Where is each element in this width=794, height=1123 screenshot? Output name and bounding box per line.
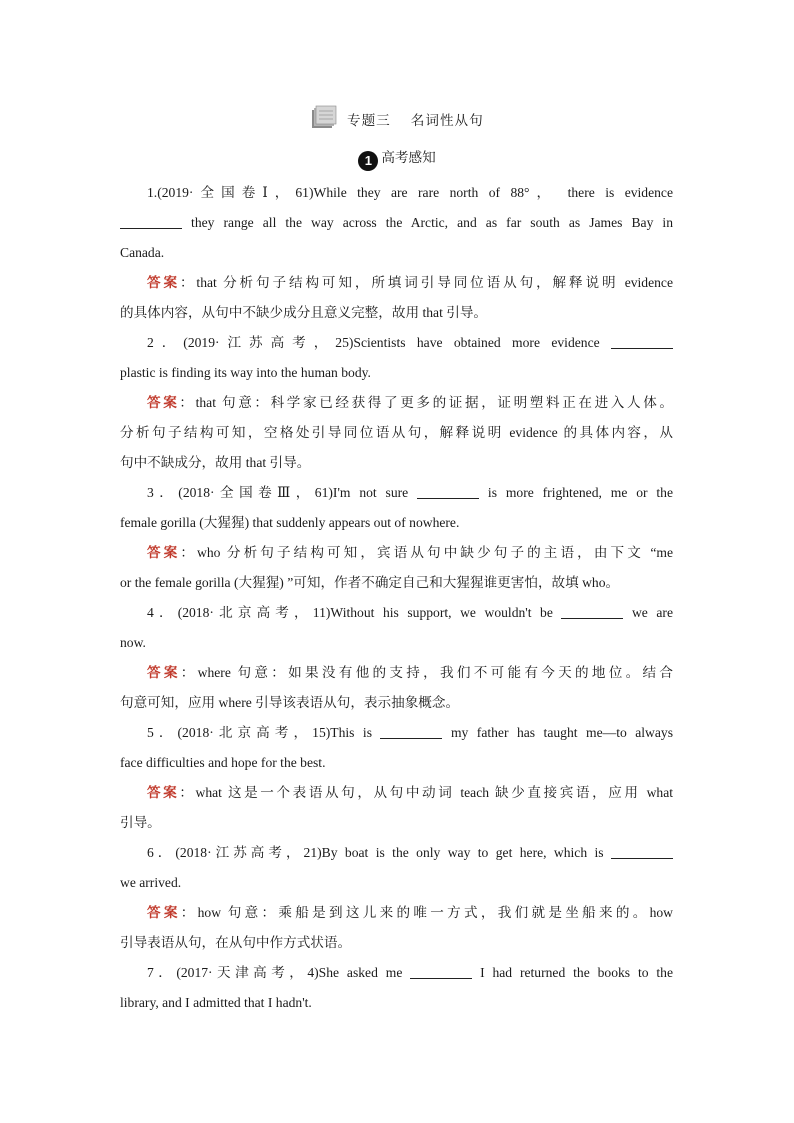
line-text: ：how 句意：乘船是到这儿来的唯一方式，我们就是坐船来的。how: [180, 905, 673, 920]
answer-blank: [611, 844, 673, 859]
answer-line: [120, 418, 673, 448]
line-text: or the female gorilla (大猩猩) ”可知，作者不确定自己和大猩猩谁更害怕，故填 who。: [120, 575, 620, 590]
section-heading: [0, 146, 794, 171]
answer-line: [120, 538, 673, 568]
question-line: [120, 718, 673, 748]
line-text: ：that 分析句子结构可知，所填词引导同位语从句，解释说明 evidence: [179, 275, 674, 290]
question-line: [120, 328, 673, 358]
line-text: 引导。: [120, 815, 161, 830]
question-line: [120, 748, 673, 778]
question-line: [120, 178, 673, 208]
line-text: 3．(2018·全国卷Ⅲ，61)I'm not sure: [147, 485, 418, 500]
line-text: face difficulties and hope for the best.: [120, 755, 326, 770]
line-text: library, and I admitted that I hadn't.: [120, 995, 312, 1010]
answer-blank: [611, 334, 673, 349]
answer-line: [120, 928, 673, 958]
section-label: 高考感知: [381, 150, 436, 166]
topic-number: 专题三: [347, 113, 391, 129]
line-text: female gorilla (大猩猩) that suddenly appears out of nowhere.: [120, 515, 460, 530]
topic-title: 名词性从句: [410, 113, 484, 129]
question-line: [120, 988, 673, 1018]
answer-blank: [410, 964, 472, 979]
answer-label: 答案: [147, 395, 180, 411]
question-line: [120, 838, 673, 868]
question-line: [120, 868, 673, 898]
answer-line: [120, 448, 673, 478]
question-line: [120, 238, 673, 268]
answer-line: [120, 778, 673, 808]
line-text: 1.(2019·全国卷Ⅰ，61)While they are rare north of 88°， there is evidence: [147, 185, 673, 200]
answer-line: [120, 298, 673, 328]
answer-line: [120, 808, 673, 838]
section-number-badge: 1: [358, 151, 378, 171]
line-text: I had returned the books to the: [472, 965, 673, 980]
page-title: [0, 104, 794, 136]
line-text: 的具体内容，从句中不缺少成分且意义完整，故用 that 引导。: [120, 305, 488, 320]
question-list: [120, 178, 673, 1018]
line-text: 句中不缺成分，故用 that 引导。: [120, 455, 311, 470]
question-line: [120, 358, 673, 388]
line-text: 句意可知，应用 where 引导该表语从句，表示抽象概念。: [120, 695, 460, 710]
line-text: is more frightened, me or the: [479, 485, 674, 500]
line-text: ：that 句意：科学家已经获得了更多的证据，证明塑料正在进入人体。: [179, 395, 674, 410]
answer-blank: [561, 604, 623, 619]
answer-label: 答案: [147, 665, 181, 681]
line-text: 分析句子结构可知，空格处引导同位语从句，解释说明 evidence 的具体内容，从: [120, 425, 673, 440]
question-line: [120, 598, 673, 628]
question-line: [120, 478, 673, 508]
answer-blank: [120, 214, 182, 229]
line-text: 6．(2018·江苏高考，21)By boat is the only way to get here, which is: [147, 845, 611, 860]
line-text: now.: [120, 635, 146, 650]
answer-line: [120, 688, 673, 718]
line-text: 4．(2018·北京高考，11)Without his support, we wouldn't be: [147, 605, 562, 620]
line-text: we are: [623, 605, 673, 620]
answer-label: 答案: [147, 545, 181, 561]
answer-label: 答案: [147, 785, 180, 801]
line-text: 2．(2019·江苏高考，25)Scientists have obtained more evidence: [147, 335, 611, 350]
question-line: [120, 628, 673, 658]
line-text: my father has taught me—to always: [442, 725, 673, 740]
book-icon: [310, 104, 338, 130]
line-text: we arrived.: [120, 875, 182, 890]
line-text: 引导表语从句，在从句中作方式状语。: [120, 935, 352, 950]
answer-line: [120, 268, 673, 298]
line-text: ：what 这是一个表语从句，从句中动词 teach 缺少直接宾语，应用 what: [179, 785, 673, 800]
answer-line: [120, 388, 673, 418]
line-text: ：who 分析句子结构可知，宾语从句中缺少句子的主语，由下文 “me: [180, 545, 673, 560]
line-text: ：where 句意：如果没有他的支持，我们不可能有今天的地位。结合: [180, 665, 674, 680]
line-text: 5．(2018·北京高考，15)This is: [147, 725, 381, 740]
answer-line: [120, 568, 673, 598]
answer-line: [120, 658, 673, 688]
line-text: 7．(2017·天津高考，4)She asked me: [147, 965, 411, 980]
answer-label: 答案: [147, 905, 181, 921]
question-line: [120, 958, 673, 988]
question-line: [120, 508, 673, 538]
answer-label: 答案: [147, 275, 180, 291]
answer-blank: [417, 484, 479, 499]
line-text: Canada.: [120, 245, 165, 260]
line-text: plastic is finding its way into the human body.: [120, 365, 371, 380]
question-line: [120, 208, 673, 238]
answer-blank: [380, 724, 442, 739]
answer-line: [120, 898, 673, 928]
line-text: they range all the way across the Arctic, and as far south as James Bay in: [182, 215, 673, 230]
